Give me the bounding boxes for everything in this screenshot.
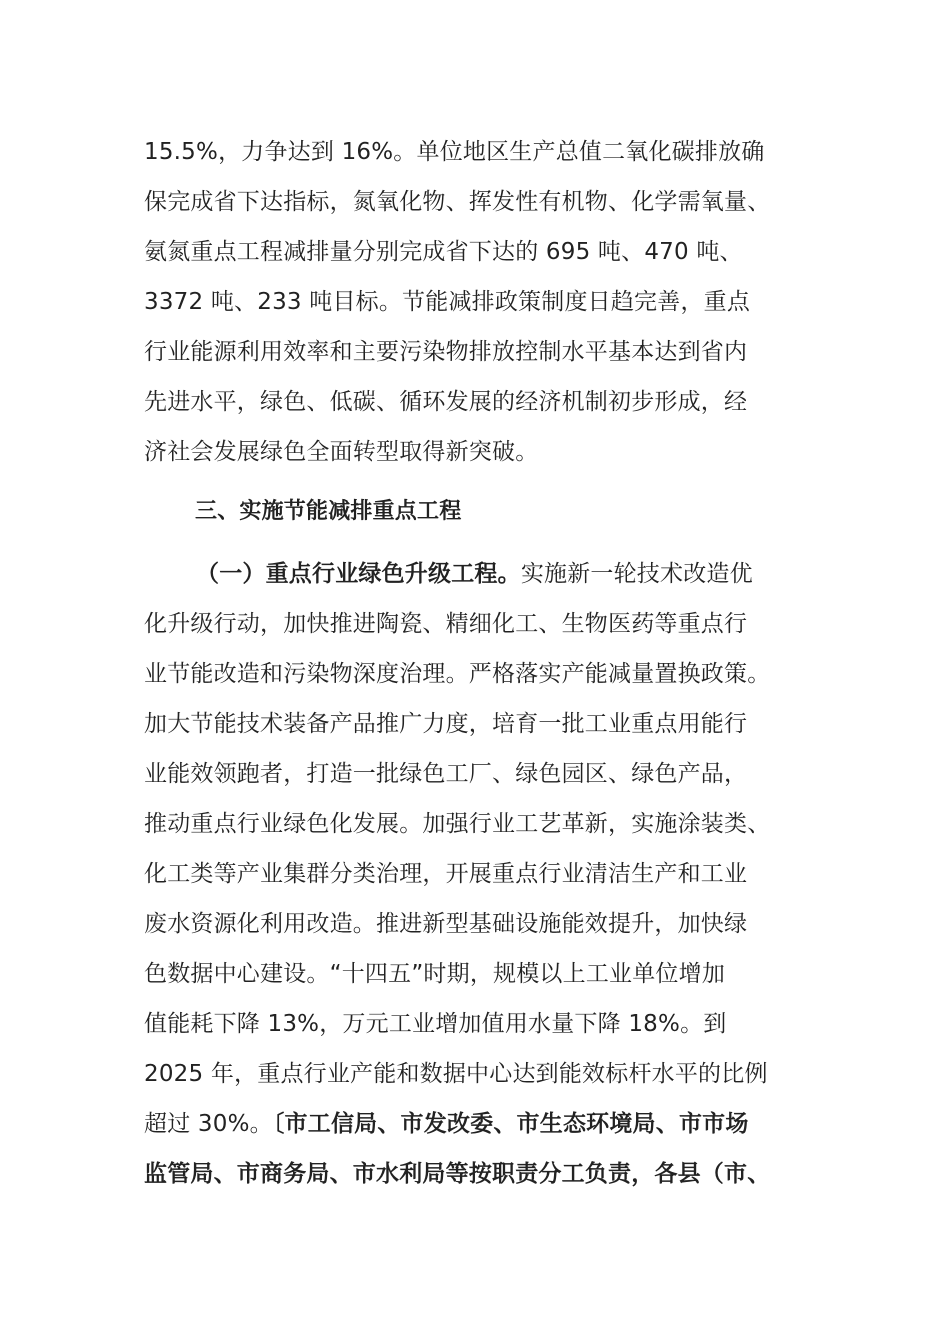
section-heading: 三、实施节能减排重点工程: [195, 499, 462, 524]
responsible-departments: 〔市工信局、市发改委、市生态环境局、市市场: [272, 1111, 749, 1137]
paragraph-line: 3372 吨、233 吨目标。节能减排政策制度日趋完善，重点: [144, 289, 751, 315]
subsection-title: （一）重点行业绿色升级工程。: [196, 561, 521, 587]
paragraph-line: 值能耗下降 13%，万元工业增加值用水量下降 18%。到: [144, 1011, 727, 1037]
paragraph-line-mixed: [144, 1109, 749, 1139]
paragraph-line: 推动重点行业绿色化发展。加强行业工艺革新，实施涂装类、: [144, 811, 771, 837]
paragraph-line: 废水资源化利用改造。推进新型基础设施能效提升，加快绿: [144, 911, 748, 937]
paragraph-line: 化升级行动，加快推进陶瓷、精细化工、生物医药等重点行: [144, 611, 748, 637]
paragraph-line: 化工类等产业集群分类治理，开展重点行业清洁生产和工业: [144, 861, 748, 887]
paragraph-line: 先进水平，绿色、低碳、循环发展的经济机制初步形成，经: [144, 389, 748, 415]
responsible-departments-cont: 监管局、市商务局、市水利局等按职责分工负责，各县（市、: [144, 1161, 771, 1187]
paragraph-line: 保完成省下达指标，氮氧化物、挥发性有机物、化学需氧量、: [144, 189, 771, 215]
paragraph-line: 业能效领跑者，打造一批绿色工厂、绿色园区、绿色产品，: [144, 761, 748, 787]
paragraph-text: 实施新一轮技术改造优: [520, 561, 753, 587]
paragraph-line: 15.5%，力争达到 16%。单位地区生产总值二氧化碳排放确: [144, 139, 765, 165]
paragraph-text: 超过 30%。: [144, 1111, 273, 1137]
paragraph-line: 2025 年，重点行业产能和数据中心达到能效标杆水平的比例: [144, 1061, 768, 1087]
paragraph-line: 济社会发展绿色全面转型取得新突破。: [144, 439, 539, 465]
paragraph-line: 行业能源利用效率和主要污染物排放控制水平基本达到省内: [144, 339, 748, 365]
paragraph-line: 加大节能技术装备产品推广力度，培育一批工业重点用能行: [144, 711, 748, 737]
paragraph-first-line: [196, 559, 753, 589]
paragraph-line: 氨氮重点工程减排量分别完成省下达的 695 吨、470 吨、: [144, 239, 743, 265]
paragraph-line: 业节能改造和污染物深度治理。严格落实产能减量置换政策。: [144, 661, 771, 687]
paragraph-line: 色数据中心建设。“十四五”时期，规模以上工业单位增加: [144, 961, 726, 987]
